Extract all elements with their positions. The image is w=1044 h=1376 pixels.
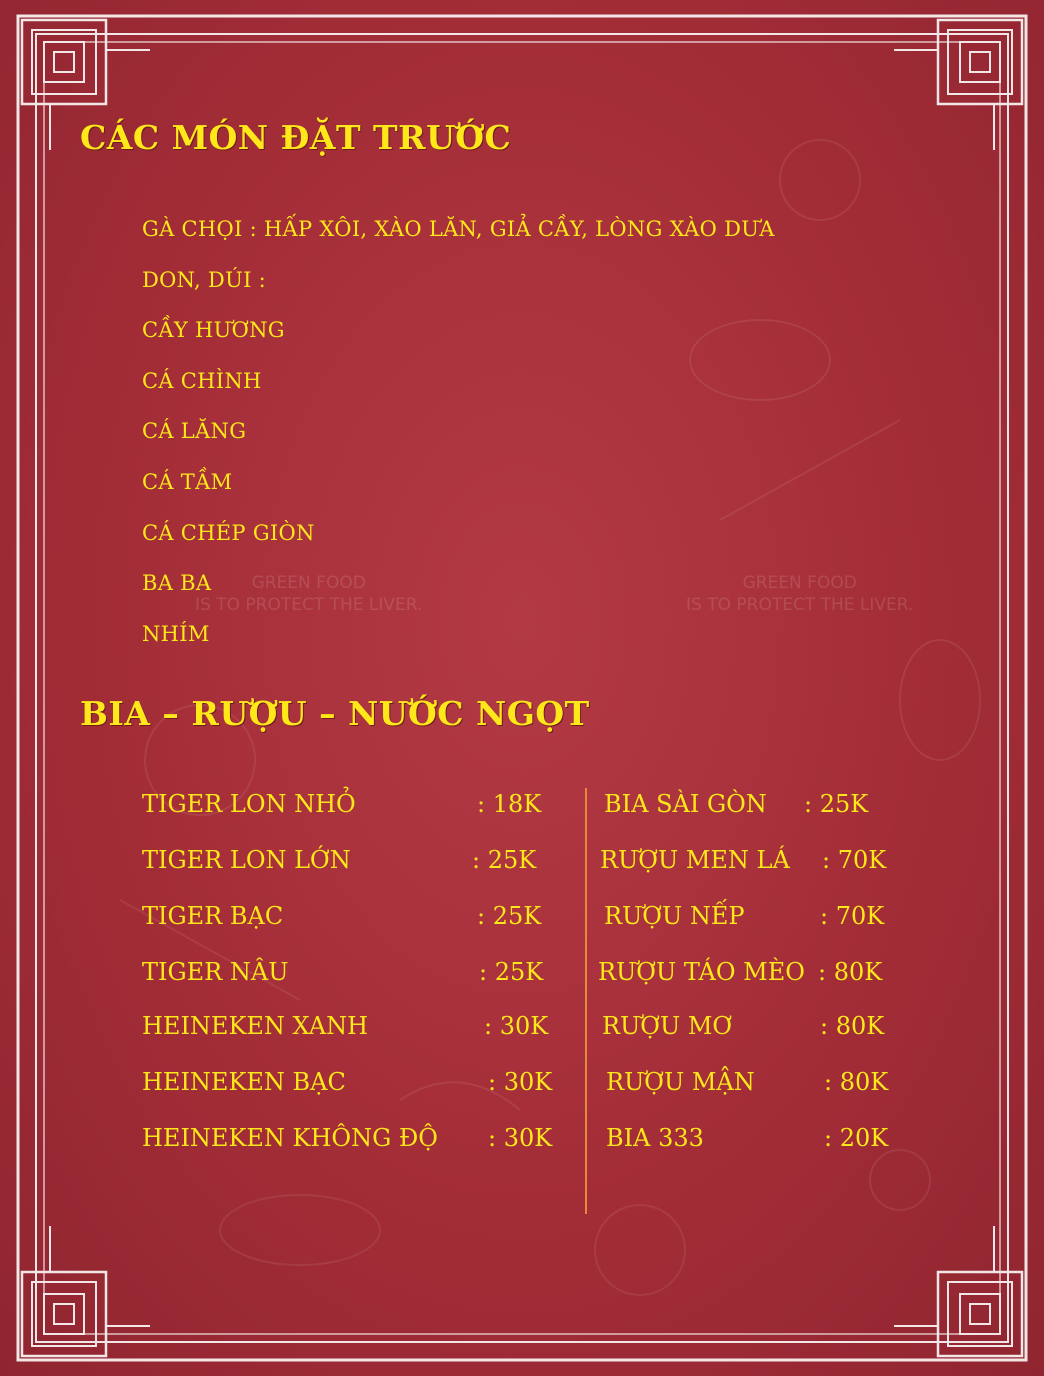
drink-row bbox=[602, 1006, 912, 1046]
drink-price: : 80K bbox=[824, 1068, 889, 1096]
drink-row bbox=[142, 1118, 572, 1158]
drink-row bbox=[604, 784, 914, 824]
drink-name: BIA 333 bbox=[606, 1124, 704, 1152]
drink-row bbox=[604, 896, 914, 936]
list-item: CÁ TẦM bbox=[142, 469, 233, 494]
drink-row bbox=[598, 952, 918, 992]
drink-price: : 80K bbox=[818, 958, 883, 986]
drink-row bbox=[142, 1006, 572, 1046]
drink-price: : 30K bbox=[488, 1124, 553, 1152]
drink-price: : 30K bbox=[484, 1012, 549, 1040]
drink-row bbox=[142, 1062, 572, 1102]
drink-name: HEINEKEN XANH bbox=[142, 1012, 369, 1040]
list-item: GÀ CHỌI : HẤP XÔI, XÀO LĂN, GIẢ CẦY, LÒNG XÀO DƯA bbox=[142, 217, 775, 241]
drink-name: BIA SÀI GÒN bbox=[604, 790, 767, 818]
drink-price: : 70K bbox=[820, 902, 885, 930]
drink-price: : 70K bbox=[822, 846, 887, 874]
drink-name: TIGER LON LỚN bbox=[142, 846, 351, 874]
preorder-section-title: CÁC MÓN ĐẶT TRƯỚC bbox=[80, 118, 512, 157]
list-item: CẦY HƯƠNG bbox=[142, 318, 285, 343]
drink-name: RƯỢU MẬN bbox=[606, 1068, 755, 1096]
drink-name: RƯỢU TÁO MÈO bbox=[598, 958, 805, 986]
drink-price: : 25K bbox=[804, 790, 869, 818]
drink-name: TIGER LON NHỎ bbox=[142, 790, 356, 818]
drink-name: HEINEKEN BẠC bbox=[142, 1068, 346, 1096]
list-item: NHÍM bbox=[142, 621, 210, 646]
drink-price: : 25K bbox=[477, 902, 542, 930]
drink-name: RƯỢU MEN LÁ bbox=[600, 846, 790, 874]
drink-row bbox=[606, 1118, 916, 1158]
list-item: CÁ LĂNG bbox=[142, 419, 247, 444]
drink-name: HEINEKEN KHÔNG ĐỘ bbox=[142, 1124, 438, 1152]
list-item: CÁ CHÉP GIÒN bbox=[142, 520, 315, 545]
drink-price: : 30K bbox=[488, 1068, 553, 1096]
drink-price: : 25K bbox=[472, 846, 537, 874]
watermark-line-1: GREEN FOOD bbox=[742, 573, 857, 593]
drink-row bbox=[600, 840, 910, 880]
drink-row bbox=[142, 784, 572, 824]
drink-price: : 25K bbox=[479, 958, 544, 986]
drink-name: TIGER BẠC bbox=[142, 902, 284, 930]
drink-price: : 80K bbox=[820, 1012, 885, 1040]
preorder-list bbox=[142, 210, 775, 665]
drink-price: : 20K bbox=[824, 1124, 889, 1152]
watermark-line-2: IS TO PROTECT THE LIVER. bbox=[195, 595, 423, 615]
drinks-section-title: BIA – RƯỢU – NƯỚC NGỌT bbox=[80, 694, 590, 733]
drink-name: RƯỢU MƠ bbox=[602, 1012, 733, 1040]
list-item: CÁ CHÌNH bbox=[142, 368, 262, 393]
list-item: BA BA bbox=[142, 571, 212, 596]
drink-row bbox=[142, 952, 572, 992]
drink-row bbox=[606, 1062, 916, 1102]
drink-price: : 18K bbox=[477, 790, 542, 818]
column-divider bbox=[585, 788, 587, 1214]
drink-name: RƯỢU NẾP bbox=[604, 902, 745, 930]
drink-row bbox=[142, 896, 572, 936]
drink-name: TIGER NÂU bbox=[142, 958, 289, 986]
watermark-line-1: GREEN FOOD bbox=[251, 573, 366, 593]
watermark-line-2: IS TO PROTECT THE LIVER. bbox=[686, 595, 914, 615]
list-item: DON, DÚI : bbox=[142, 267, 267, 292]
drink-row bbox=[142, 840, 572, 880]
